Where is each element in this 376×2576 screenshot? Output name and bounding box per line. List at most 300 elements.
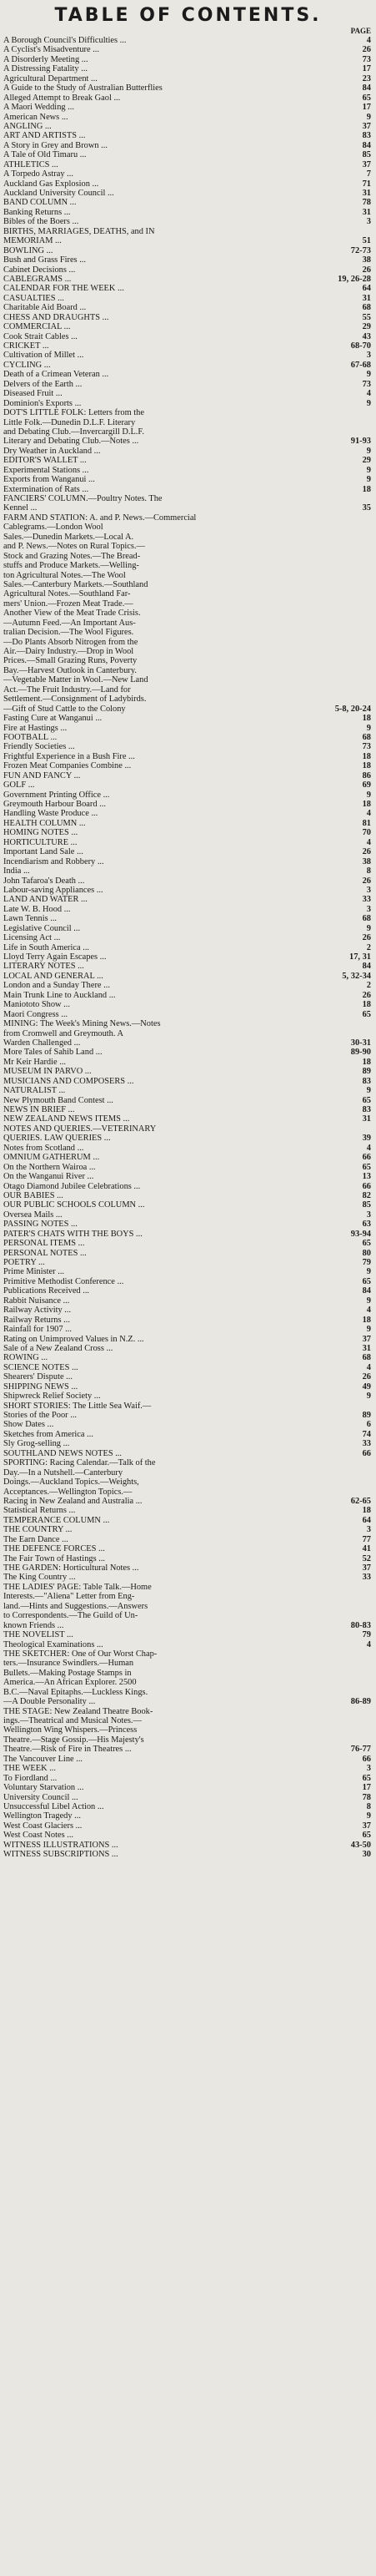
toc-entry xyxy=(3,771,373,780)
toc-entry-text: Sales.—Canterbury Markets.—Southland xyxy=(3,579,148,589)
toc-entry xyxy=(3,227,373,236)
toc-entry-text: Bush and Grass Fires ... xyxy=(3,255,86,265)
toc-entry-page: 26 xyxy=(362,1372,371,1382)
toc-entry-page: 9 xyxy=(366,723,371,733)
toc-entry-text: CRICKET ... xyxy=(3,341,49,351)
toc-entry-text: A Torpedo Astray ... xyxy=(3,169,73,179)
toc-entry-page: 39 xyxy=(362,1134,371,1144)
toc-entry-text: Settlement.—Consignment of Ladybirds. xyxy=(3,695,147,705)
toc-entry-page: 49 xyxy=(362,1381,371,1392)
toc-entry-text: FARM AND STATION: A. and P. News.—Commercial xyxy=(3,513,197,523)
toc-entry-text: Life in South America ... xyxy=(3,942,90,952)
toc-entry xyxy=(3,571,373,580)
toc-entry xyxy=(3,1430,373,1439)
toc-entry-text: Sly Grog-selling ... xyxy=(3,1439,70,1449)
toc-entry-page: 17 xyxy=(362,103,371,113)
toc-entry-text: and Debating Club.—Invercargill D.L.F. xyxy=(3,427,144,437)
toc-entry-text: TEMPERANCE COLUMN ... xyxy=(3,1515,110,1525)
toc-entry-text: Shipwreck Relief Society ... xyxy=(3,1392,101,1402)
toc-entry xyxy=(3,1163,373,1172)
toc-entry xyxy=(3,456,373,465)
toc-entry-page: 33 xyxy=(362,895,371,905)
toc-entry-page: 66 xyxy=(362,1448,371,1458)
toc-entry xyxy=(3,466,373,475)
toc-entry-text: Theatre.—Risk of Fire in Theatres ... xyxy=(3,1745,132,1755)
toc-entry-text: OUR BABIES ... xyxy=(3,1190,63,1200)
toc-entry xyxy=(3,991,373,1000)
toc-entry xyxy=(3,1096,373,1105)
toc-entry xyxy=(3,952,373,962)
toc-entry-text: GOLF ... xyxy=(3,780,35,790)
toc-entry-page: 83 xyxy=(362,131,371,141)
toc-entry xyxy=(3,64,373,73)
toc-entry-text: Railway Activity ... xyxy=(3,1306,72,1316)
toc-entry-text: Mr Keir Hardie ... xyxy=(3,1057,67,1067)
toc-entry-page: 18 xyxy=(362,1000,371,1010)
toc-entry xyxy=(3,1669,373,1678)
toc-entry xyxy=(3,1267,373,1276)
page-title: TABLE OF CONTENTS. xyxy=(54,5,322,26)
toc-entry xyxy=(3,1535,373,1544)
toc-entry-page: 37 xyxy=(362,159,371,169)
toc-entry xyxy=(3,1783,373,1792)
toc-entry xyxy=(3,1841,373,1850)
toc-entry xyxy=(3,418,373,427)
toc-entry-page: 37 xyxy=(362,1821,371,1831)
toc-entry xyxy=(3,1335,373,1344)
toc-entry xyxy=(3,1755,373,1764)
toc-entry-page: 3 xyxy=(366,1764,371,1774)
toc-entry xyxy=(3,160,373,169)
toc-entry xyxy=(3,1621,373,1630)
toc-entry-text: The Fair Town of Hastings ... xyxy=(3,1553,106,1563)
toc-entry-page: 62-65 xyxy=(350,1496,371,1506)
toc-entry xyxy=(3,1802,373,1811)
toc-entry-text: MUSEUM IN PARVO ... xyxy=(3,1067,92,1077)
toc-entry-page: 18 xyxy=(362,761,371,771)
toc-entry xyxy=(3,981,373,990)
toc-entry xyxy=(3,1048,373,1057)
toc-entry-page: 31 xyxy=(362,1343,371,1353)
toc-entry-text: Racing in New Zealand and Australia ... xyxy=(3,1496,143,1506)
toc-entry-page: 91-93 xyxy=(350,437,371,447)
toc-entry xyxy=(3,341,373,351)
toc-entry-text: NEWS IN BRIEF ... xyxy=(3,1105,75,1114)
toc-entry xyxy=(3,1630,373,1639)
toc-entry xyxy=(3,838,373,847)
toc-entry-page: 2 xyxy=(366,942,371,952)
toc-entry-text: —Do Plants Absorb Nitrogen from the xyxy=(3,637,138,647)
toc-entry-page: 26 xyxy=(362,876,371,886)
toc-entry xyxy=(3,1458,373,1467)
toc-entry xyxy=(3,1563,373,1573)
toc-entry-page: 13 xyxy=(362,1172,371,1182)
toc-entry-page: 31 xyxy=(362,293,371,303)
toc-entry xyxy=(3,1392,373,1401)
toc-entry-text: A Distressing Fatality ... xyxy=(3,64,88,74)
toc-entry xyxy=(3,1172,373,1181)
toc-entry xyxy=(3,800,373,809)
toc-entry-text: Little Folk.—Dunedin D.L.F. Literary xyxy=(3,417,136,427)
toc-entry xyxy=(3,1506,373,1515)
toc-entry-page: 67-68 xyxy=(350,360,371,370)
toc-entry xyxy=(3,113,373,122)
toc-entry xyxy=(3,857,373,866)
toc-entry xyxy=(3,103,373,112)
toc-entry-page: 35 xyxy=(362,503,371,513)
toc-entry xyxy=(3,332,373,341)
toc-entry-page: 3 xyxy=(366,904,371,914)
toc-entry-page: 80-83 xyxy=(350,1620,371,1630)
toc-entry-page: 9 xyxy=(366,1267,371,1277)
toc-entry-page: 18 xyxy=(362,484,371,494)
toc-entry-text: The King Country ... xyxy=(3,1573,76,1583)
toc-entry xyxy=(3,666,373,675)
toc-entry xyxy=(3,1659,373,1668)
toc-entry-text: Incendiarism and Robbery ... xyxy=(3,856,104,866)
toc-entry-page: 89 xyxy=(362,1411,371,1420)
toc-entry-text: MEMORIAM ... xyxy=(3,236,62,246)
toc-entry-text: PERSONAL NOTES ... xyxy=(3,1248,87,1258)
toc-entry-page: 4 xyxy=(366,837,371,847)
toc-entry-page: 86 xyxy=(362,770,371,780)
toc-entry-text: from Cromwell and Greymouth. A xyxy=(3,1028,124,1038)
toc-entry xyxy=(3,1811,373,1821)
toc-entry-page: 64 xyxy=(362,1515,371,1525)
toc-entry-page: 37 xyxy=(362,121,371,131)
toc-entry-page: 65 xyxy=(362,1239,371,1249)
toc-entry xyxy=(3,752,373,761)
toc-entry-page: 52 xyxy=(362,1553,371,1563)
toc-entry-text: ings.—Theatrical and Musical Notes.— xyxy=(3,1716,142,1725)
toc-entry xyxy=(3,1067,373,1076)
toc-entry-page: 68 xyxy=(362,303,371,313)
toc-entry xyxy=(3,1697,373,1706)
toc-entry xyxy=(3,1602,373,1611)
toc-entry xyxy=(3,1277,373,1286)
toc-entry-page: 65 xyxy=(362,93,371,103)
toc-entry-page: 9 xyxy=(366,923,371,933)
toc-entry-page: 26 xyxy=(362,990,371,1000)
toc-entry xyxy=(3,1402,373,1411)
toc-entry xyxy=(3,1420,373,1429)
toc-entry-text: EDITOR'S WALLET ... xyxy=(3,456,87,466)
toc-entry-page: 3 xyxy=(366,1525,371,1535)
toc-entry-page: 65 xyxy=(362,1095,371,1105)
toc-entry-text: American News ... xyxy=(3,112,68,122)
toc-entry-page: 84 xyxy=(362,83,371,93)
toc-entry-text: Sketches from America ... xyxy=(3,1429,93,1439)
toc-entry xyxy=(3,809,373,818)
toc-entry xyxy=(3,780,373,790)
toc-entry xyxy=(3,1640,373,1649)
toc-entry xyxy=(3,933,373,942)
toc-entry xyxy=(3,122,373,131)
toc-entry xyxy=(3,972,373,981)
toc-entry xyxy=(3,1286,373,1296)
toc-entry xyxy=(3,179,373,189)
toc-entry-text: Show Dates ... xyxy=(3,1420,54,1430)
toc-entry-page: 9 xyxy=(366,112,371,122)
toc-entry-text: —Vegetable Matter in Wool.—New Land xyxy=(3,675,148,685)
toc-entry-text: Notes from Scotland ... xyxy=(3,1143,84,1153)
toc-entry-page: 4 xyxy=(366,1306,371,1316)
toc-entry-text: Agricultural Department ... xyxy=(3,73,98,83)
toc-entry xyxy=(3,705,373,714)
toc-entry xyxy=(3,380,373,389)
toc-entry xyxy=(3,619,373,628)
toc-entry xyxy=(3,533,373,542)
toc-entry-text: Bibles of the Boers ... xyxy=(3,217,79,227)
toc-entry xyxy=(3,1220,373,1229)
toc-entry-text: stuffs and Produce Markets.—Welling- xyxy=(3,561,139,571)
toc-entry xyxy=(3,1010,373,1019)
toc-entry-text: ANGLING ... xyxy=(3,121,52,131)
toc-entry-text: Wellington Tragedy ... xyxy=(3,1811,81,1821)
toc-entry-text: University Council ... xyxy=(3,1792,78,1802)
toc-entry xyxy=(3,962,373,971)
toc-entry xyxy=(3,1764,373,1773)
toc-entry-text: Unsuccessful Libel Action ... xyxy=(3,1801,104,1811)
toc-entry-page: 78 xyxy=(362,1792,371,1802)
toc-list xyxy=(3,36,373,1860)
toc-entry-page: 64 xyxy=(362,284,371,294)
toc-entry-text: India ... xyxy=(3,866,30,876)
toc-entry-text: More Tales of Sahib Land ... xyxy=(3,1048,103,1058)
toc-entry-text: Bullets.—Making Postage Stamps in xyxy=(3,1668,132,1678)
toc-entry-text: ters.—Insurance Swindlers.—Human xyxy=(3,1659,134,1669)
toc-entry-text: DOT'S LITTLE FOLK: Letters from the xyxy=(3,408,144,418)
toc-entry-text: Publications Received ... xyxy=(3,1286,90,1296)
toc-entry xyxy=(3,93,373,103)
toc-entry-text: LITERARY NOTES ... xyxy=(3,962,84,972)
toc-entry-text: Prime Minister ... xyxy=(3,1267,65,1277)
toc-entry-text: Charitable Aid Board ... xyxy=(3,303,87,313)
toc-entry-text: Act.—The Fruit Industry.—Land for xyxy=(3,684,131,695)
toc-entry-text: Rabbit Nuisance ... xyxy=(3,1296,70,1306)
toc-entry-text: tralian Decision.—The Wool Figures. xyxy=(3,628,134,638)
toc-entry xyxy=(3,1038,373,1048)
toc-entry-page: 66 xyxy=(362,1153,371,1163)
toc-entry-text: A Guide to the Study of Australian Butterflies xyxy=(3,83,163,93)
toc-entry-text: Frightful Experience in a Bush Fire ... xyxy=(3,751,135,761)
toc-entry-text: On the Northern Wairoa ... xyxy=(3,1162,96,1172)
toc-entry-text: On the Wanganui River ... xyxy=(3,1172,94,1182)
toc-entry-text: FANCIERS' COLUMN.—Poultry Notes. The xyxy=(3,494,163,503)
toc-entry-page: 68 xyxy=(362,1353,371,1363)
toc-entry-page: 43 xyxy=(362,331,371,341)
toc-entry xyxy=(3,1363,373,1372)
toc-entry-page: 74 xyxy=(362,1429,371,1439)
toc-entry xyxy=(3,628,373,637)
toc-entry-page: 23 xyxy=(362,73,371,83)
toc-entry-page: 65 xyxy=(362,1773,371,1783)
toc-entry-page: 26 xyxy=(362,45,371,55)
toc-entry-text: Cultivation of Millet ... xyxy=(3,351,84,361)
toc-entry-page: 18 xyxy=(362,1057,371,1067)
toc-entry xyxy=(3,924,373,933)
toc-entry xyxy=(3,742,373,751)
toc-entry-page: 19, 26-28 xyxy=(338,274,371,284)
toc-entry-page: 85 xyxy=(362,1200,371,1210)
toc-entry-text: Warden Challenged ... xyxy=(3,1038,81,1048)
toc-entry xyxy=(3,284,373,293)
toc-entry xyxy=(3,1793,373,1802)
toc-entry-page: 5-8, 20-24 xyxy=(334,704,371,714)
toc-entry xyxy=(3,1249,373,1258)
toc-entry xyxy=(3,55,373,64)
toc-entry xyxy=(3,1525,373,1534)
toc-entry xyxy=(3,599,373,609)
toc-entry-text: Important Land Sale ... xyxy=(3,847,83,857)
toc-entry xyxy=(3,685,373,695)
toc-entry xyxy=(3,236,373,245)
toc-entry xyxy=(3,1258,373,1267)
toc-entry-text: SPORTING: Racing Calendar.—Talk of the xyxy=(3,1458,156,1468)
toc-entry-text: HEALTH COLUMN ... xyxy=(3,818,86,828)
toc-entry-page: 30 xyxy=(362,1850,371,1860)
toc-entry-text: ART AND ARTISTS ... xyxy=(3,131,86,141)
toc-entry xyxy=(3,1725,373,1735)
toc-entry-page: 3 xyxy=(366,1210,371,1220)
toc-entry-text: —Gift of Stud Cattle to the Colony xyxy=(3,704,126,714)
toc-entry-text: ton Agricultural Notes.—The Wool xyxy=(3,570,126,580)
toc-entry xyxy=(3,265,373,275)
toc-entry-text: A Story in Grey and Brown ... xyxy=(3,140,108,150)
toc-entry xyxy=(3,246,373,255)
toc-entry-text: Acceptances.—Wellington Topics.— xyxy=(3,1487,133,1497)
toc-entry-text: Government Printing Office ... xyxy=(3,790,110,800)
toc-entry-text: Frozen Meat Companies Combine ... xyxy=(3,761,132,771)
toc-entry-text: Cabinet Decisions ... xyxy=(3,265,76,275)
toc-entry-page: 65 xyxy=(362,1831,371,1841)
toc-entry xyxy=(3,1716,373,1725)
toc-entry xyxy=(3,638,373,647)
toc-entry-page: 68 xyxy=(362,732,371,742)
toc-entry-text: and P. News.—Notes on Rural Topics.— xyxy=(3,542,145,552)
toc-entry-text: MUSICIANS AND COMPOSERS ... xyxy=(3,1076,134,1086)
toc-entry-text: Statistical Returns ... xyxy=(3,1506,76,1516)
toc-entry-page: 79 xyxy=(362,1630,371,1640)
toc-entry xyxy=(3,485,373,494)
toc-entry xyxy=(3,1306,373,1315)
toc-entry-text: NEW ZEALAND NEWS ITEMS ... xyxy=(3,1114,130,1124)
toc-entry xyxy=(3,1678,373,1687)
toc-entry-page: 55 xyxy=(362,312,371,322)
toc-entry xyxy=(3,141,373,150)
toc-entry-page: 4 xyxy=(366,36,371,45)
toc-entry-text: New Plymouth Band Contest ... xyxy=(3,1095,113,1105)
toc-entry-page: 9 xyxy=(366,1086,371,1096)
toc-entry-text: Cook Strait Cables ... xyxy=(3,331,78,341)
toc-entry-page: 51 xyxy=(362,236,371,246)
toc-entry-text: PASSING NOTES ... xyxy=(3,1220,78,1230)
toc-entry xyxy=(3,943,373,952)
toc-entry xyxy=(3,1611,373,1620)
toc-entry xyxy=(3,208,373,217)
toc-entry-text: WITNESS SUBSCRIPTIONS ... xyxy=(3,1850,118,1860)
toc-entry-text: Maniototo Show ... xyxy=(3,1000,70,1010)
toc-entry-page: 66 xyxy=(362,1181,371,1191)
toc-entry xyxy=(3,790,373,800)
toc-entry xyxy=(3,83,373,93)
toc-entry-text: Licensing Act ... xyxy=(3,933,61,943)
toc-entry xyxy=(3,1468,373,1477)
toc-entry xyxy=(3,886,373,895)
toc-entry xyxy=(3,370,373,379)
toc-entry-page: 84 xyxy=(362,140,371,150)
toc-entry-text: FOOTBALL ... xyxy=(3,732,58,742)
toc-entry-text: ATHLETICS ... xyxy=(3,159,58,169)
toc-entry-text: Lloyd Terry Again Escapes ... xyxy=(3,952,107,962)
toc-entry-text: SCIENCE NOTES ... xyxy=(3,1362,78,1372)
toc-entry-page: 9 xyxy=(366,1811,371,1821)
toc-entry xyxy=(3,1114,373,1124)
toc-entry-page: 63 xyxy=(362,1220,371,1230)
toc-entry-text: Exports from Wanganui ... xyxy=(3,475,95,485)
toc-entry xyxy=(3,1573,373,1582)
toc-entry-text: Shearers' Dispute ... xyxy=(3,1372,73,1382)
toc-entry-text: FUN AND FANCY ... xyxy=(3,770,81,780)
toc-entry-text: COMMERCIAL ... xyxy=(3,322,71,332)
toc-entry xyxy=(3,503,373,513)
toc-entry-text: QUERIES. LAW QUERIES ... xyxy=(3,1134,111,1144)
toc-entry xyxy=(3,589,373,599)
toc-entry xyxy=(3,189,373,198)
toc-entry-page: 9 xyxy=(366,790,371,800)
toc-entry xyxy=(3,1353,373,1362)
toc-entry-text: land.—Hints and Suggestions.—Answers xyxy=(3,1601,148,1611)
toc-entry-text: Theatre.—Stage Gossip.—His Majesty's xyxy=(3,1735,144,1745)
toc-entry xyxy=(3,876,373,886)
toc-entry-text: LOCAL AND GENERAL ... xyxy=(3,971,103,981)
toc-entry-page: 82 xyxy=(362,1190,371,1200)
toc-entry-text: Interests.—"Aliena" Letter from Eng- xyxy=(3,1592,135,1602)
toc-entry xyxy=(3,1688,373,1697)
toc-entry-text: Theological Examinations ... xyxy=(3,1639,103,1649)
toc-entry xyxy=(3,1144,373,1153)
toc-entry-text: Rainfall for 1907 ... xyxy=(3,1325,72,1335)
toc-entry xyxy=(3,217,373,226)
toc-entry xyxy=(3,828,373,837)
toc-entry xyxy=(3,1200,373,1210)
toc-entry-page: 3 xyxy=(366,217,371,227)
toc-entry-text: LAND AND WATER ... xyxy=(3,895,88,905)
toc-entry-text: Railway Returns ... xyxy=(3,1315,70,1325)
toc-entry xyxy=(3,542,373,551)
toc-entry xyxy=(3,437,373,446)
toc-entry xyxy=(3,561,373,570)
toc-entry-text: Primitive Methodist Conference ... xyxy=(3,1276,124,1286)
toc-entry-text: Voluntary Starvation ... xyxy=(3,1783,84,1793)
toc-entry xyxy=(3,1191,373,1200)
toc-entry-text: Doings.—Auckland Topics.—Weights, xyxy=(3,1477,139,1488)
toc-entry-text: —A Double Personality ... xyxy=(3,1697,96,1707)
toc-entry-page: 89 xyxy=(362,1067,371,1077)
toc-entry xyxy=(3,36,373,45)
toc-entry-text: John Tafaroa's Death ... xyxy=(3,876,85,886)
toc-entry-page: 65 xyxy=(362,1276,371,1286)
toc-entry-page: 69 xyxy=(362,780,371,790)
toc-entry-text: CYCLING ... xyxy=(3,360,51,370)
toc-entry-text: Handling Waste Produce ... xyxy=(3,809,98,819)
toc-entry-page: 18 xyxy=(362,1315,371,1325)
toc-entry xyxy=(3,513,373,523)
toc-entry xyxy=(3,580,373,589)
toc-entry-page: 4 xyxy=(366,809,371,819)
toc-entry xyxy=(3,1182,373,1191)
toc-entry xyxy=(3,656,373,665)
